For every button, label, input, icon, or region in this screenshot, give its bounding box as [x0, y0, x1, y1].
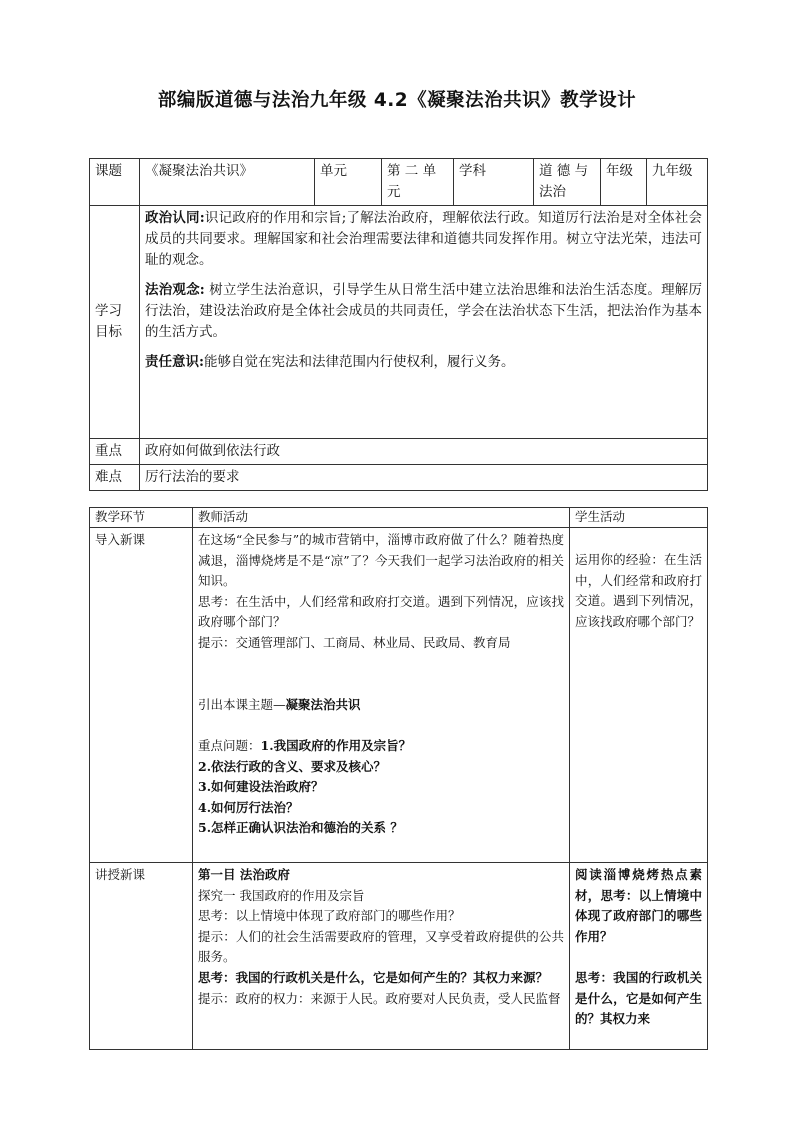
intro-topic-prefix: 引出本课主题—: [198, 696, 286, 712]
lecture-question-1: 思考：以上情境中体现了政府部门的哪些作用？: [198, 908, 461, 924]
unit-value: 第 二 单 元: [382, 159, 454, 206]
key-question-3: 3.如何建设法治政府？: [198, 779, 324, 795]
intro-hint: 提示：交通管理部门、工商局、林业局、民政局、教育局: [198, 634, 511, 650]
goals-content: [140, 206, 708, 439]
intro-topic-title: 凝聚法治共识: [285, 696, 361, 712]
goal-political: [145, 208, 702, 271]
lecture-student-question: 思考：我国的行政机关是什么，它是如何产生的？其权力来: [575, 969, 702, 1027]
lesson-info-table: [89, 158, 708, 491]
difficulty-value: 厉行法治的要求: [140, 465, 708, 491]
key-question-4: 4.如何厉行法治？: [198, 799, 299, 815]
lecture-teacher: [193, 863, 570, 1050]
lesson-value: 《凝聚法治共识》: [140, 159, 315, 206]
lecture-explore: 探究一 我国政府的作用及宗旨: [198, 887, 365, 903]
intro-question: 思考：在生活中，人们经常和政府打交道。遇到下列情况，应该找政府哪个部门？: [198, 593, 564, 630]
key-label: 重点: [90, 439, 140, 465]
intro-stage: 导入新课: [90, 528, 193, 863]
lecture-student: [570, 863, 708, 1050]
goal-political-text: 识记政府的作用和宗旨;了解法治政府，理解依法行政。知道厉行法治是对全体社会成员的共同要求。理解国家和社会治理需要法律和道德共同发挥作用。树立守法光荣，违法可耻的观念。: [145, 210, 702, 268]
lecture-hint-1: 提示：人们的社会生活需要政府的管理，又享受着政府提供的公共服务。: [198, 928, 564, 965]
header-student: 学生活动: [570, 508, 708, 528]
key-value: 政府如何做到依法行政: [140, 439, 708, 465]
lecture-question-2: 思考：我国的行政机关是什么，它是如何产生的？其权力来源？: [198, 969, 549, 985]
goal-political-head: 政治认同:: [145, 210, 205, 226]
subject-value: 道 德 与 法治: [534, 159, 601, 206]
key-question-2: 2.依法行政的含义、要求及核心？: [198, 758, 387, 774]
unit-label: 单元: [315, 159, 382, 206]
goal-responsibility-text: 能够自觉在宪法和法律范围内行使权利，履行义务。: [203, 354, 515, 370]
document-title: 部编版道德与法治九年级 4.2《凝聚法治共识》教学设计: [157, 90, 637, 111]
header-teacher: 教师活动: [193, 508, 570, 528]
lecture-section: 第一目 法治政府: [198, 867, 290, 882]
intro-text: 在这场“全民参与”的城市营销中，淄博市政府做了什么？随着热度减退，淄博烧烤是不是“凉”了？今天我们一起学习法治政府的相关知识。: [198, 532, 564, 589]
intro-student-text: 运用你的经验：在生活中，人们经常和政府打交道。遇到下列情况，应该找政府哪个部门？: [575, 552, 702, 629]
grade-label: 年级: [601, 159, 647, 206]
header-stage: 教学环节: [90, 508, 193, 528]
key-question-5: 5.怎样正确认识法治和德治的关系 ？: [198, 820, 403, 836]
intro-student: [570, 528, 708, 863]
goal-law: [145, 280, 702, 343]
goal-responsibility-head: 责任意识:: [145, 354, 204, 370]
lecture-stage: 讲授新课: [90, 863, 193, 1050]
teaching-process-table: [89, 507, 708, 1050]
goals-label: 学习目标: [90, 206, 140, 439]
lecture-hint-2: 提示：政府的权力：来源于人民。政府要对人民负责，受人民监督: [198, 990, 561, 1006]
lecture-student-task: 阅读淄博烧烤热点素材，思考：以上情境中体现了政府部门的哪些作用？: [575, 867, 702, 944]
intro-topic: [198, 695, 564, 716]
goal-responsibility: [145, 352, 702, 373]
goal-law-head: 法治观念:: [145, 282, 205, 298]
intro-teacher: [193, 528, 570, 863]
lesson-label: 课题: [90, 159, 140, 206]
difficulty-label: 难点: [90, 465, 140, 491]
goal-law-text: 树立学生法治意识，引导学生从日常生活中建立法治思维和法治生活态度。理解厉行法治，建设法治政府是全体社会成员的共同责任，学会在法治状态下生活，把法治作为基本的生活方式。: [145, 282, 703, 340]
grade-value: 九年级: [647, 159, 708, 206]
key-questions-label: 重点问题：: [198, 737, 261, 753]
subject-label: 学科: [454, 159, 534, 206]
key-question-1: 1.我国政府的作用及宗旨？: [260, 737, 412, 753]
key-questions: [198, 736, 564, 757]
